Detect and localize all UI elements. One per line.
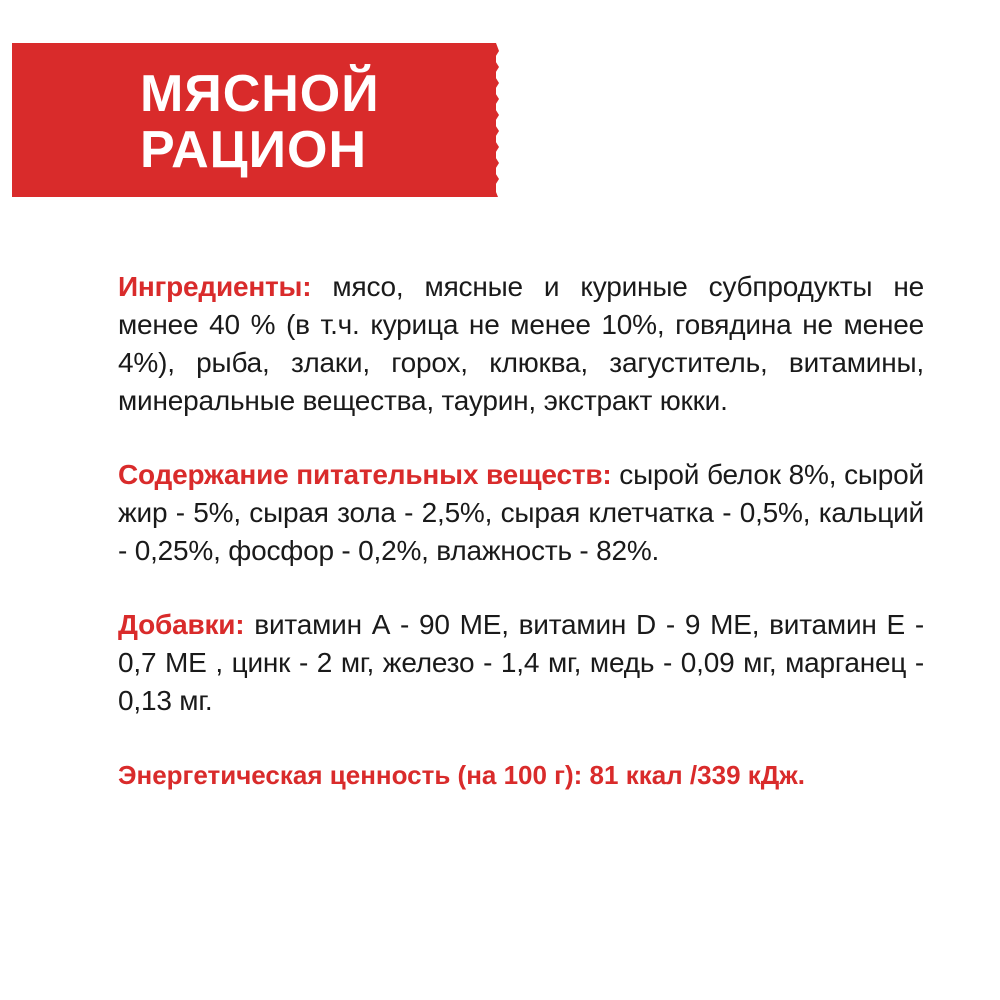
banner-torn-edge <box>486 43 500 197</box>
ingredients-text: мясо, мясные и куриные субпродукты не менее 40 % (в т.ч. курица не менее 10%, говядина не менее 4%), рыба, злаки, горох, клюква, загуститель, витамины, минеральные вещества, таурин, экстракт юкки. <box>118 271 924 416</box>
energy-value: Энергетическая ценность (на 100 г): 81 ккал /339 кДж. <box>118 760 805 790</box>
product-info <box>118 268 924 794</box>
nutrients-section <box>118 456 924 570</box>
nutrients-label: Содержание питательных веществ: <box>118 459 612 490</box>
banner-title-line2: РАЦИОН <box>140 121 368 179</box>
additives-text: витамин А - 90 МЕ, витамин D - 9 МЕ, витамин Е - 0,7 МЕ , цинк - 2 мг, железо - 1,4 мг, медь - 0,09 мг, марганец - 0,13 мг. <box>118 609 924 716</box>
additives-label: Добавки: <box>118 609 245 640</box>
ingredients-section <box>118 268 924 420</box>
additives-section <box>118 606 924 720</box>
banner-title-line1: МЯСНОЙ <box>140 65 380 123</box>
ingredients-label: Ингредиенты: <box>118 271 312 302</box>
banner-title <box>140 66 380 178</box>
nutrients-text: сырой белок 8%, сырой жир - 5%, сырая зола - 2,5%, сырая клетчатка - 0,5%, кальций - 0,25%, фосфор - 0,2%, влажность - 82%. <box>118 459 924 566</box>
